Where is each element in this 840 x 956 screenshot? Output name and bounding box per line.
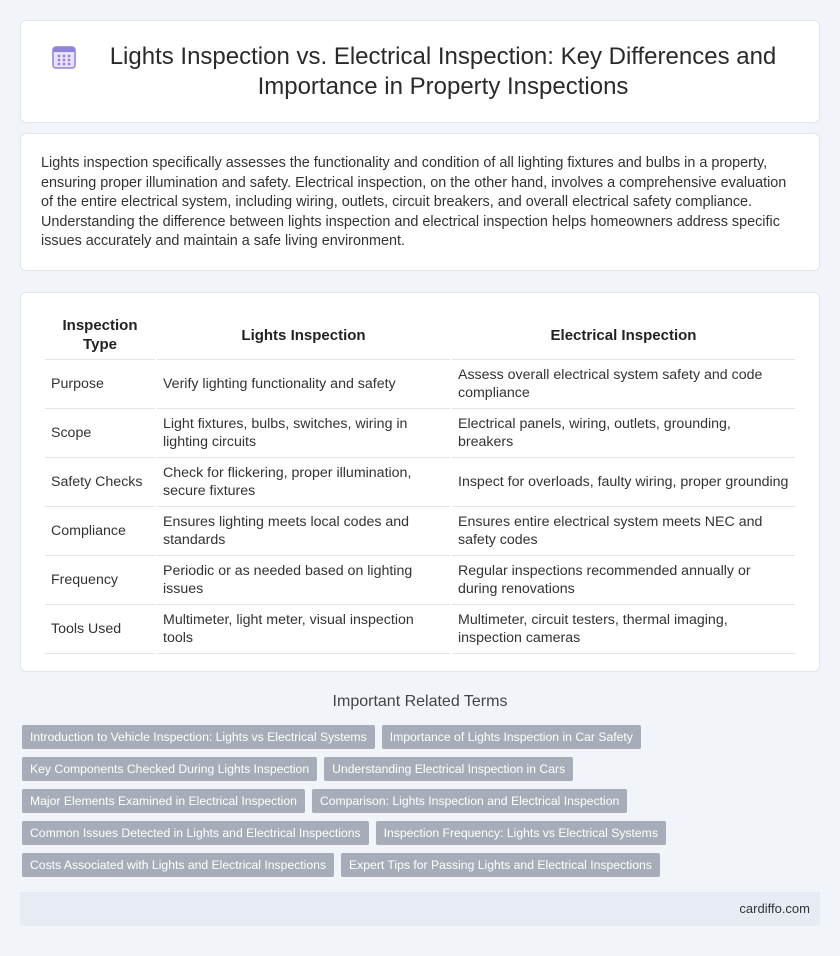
header-inspection-type: Inspection Type <box>45 311 155 360</box>
lights-cell: Check for flickering, proper illumination, secure fixtures <box>157 458 450 507</box>
related-term-link[interactable]: Costs Associated with Lights and Electrical Inspections <box>22 853 334 877</box>
table-header-row <box>45 311 795 360</box>
table-row <box>45 458 795 507</box>
header-card <box>20 20 820 123</box>
calendar-grid-icon <box>51 44 77 70</box>
intro-card <box>20 133 820 271</box>
header-electrical-inspection: Electrical Inspection <box>452 311 795 360</box>
electrical-cell: Assess overall electrical system safety and code compliance <box>452 360 795 409</box>
footer <box>20 892 820 926</box>
related-term-link[interactable]: Expert Tips for Passing Lights and Electrical Inspections <box>341 853 660 877</box>
electrical-cell: Multimeter, circuit testers, thermal imaging, inspection cameras <box>452 605 795 654</box>
tag-row <box>22 789 812 813</box>
electrical-cell: Inspect for overloads, faulty wiring, proper grounding <box>452 458 795 507</box>
electrical-cell: Electrical panels, wiring, outlets, grounding, breakers <box>452 409 795 458</box>
table-row <box>45 507 795 556</box>
row-label: Safety Checks <box>45 458 155 507</box>
tag-row <box>22 853 812 877</box>
lights-cell: Verify lighting functionality and safety <box>157 360 450 409</box>
table-row <box>45 360 795 409</box>
row-label: Frequency <box>45 556 155 605</box>
electrical-cell: Regular inspections recommended annually or during renovations <box>452 556 795 605</box>
related-terms-tags <box>22 725 812 885</box>
related-term-link[interactable]: Key Components Checked During Lights Inspection <box>22 757 317 781</box>
related-terms-title: Important Related Terms <box>332 693 508 710</box>
row-label: Compliance <box>45 507 155 556</box>
lights-cell: Ensures lighting meets local codes and standards <box>157 507 450 556</box>
table-row <box>45 556 795 605</box>
header-lights-inspection: Lights Inspection <box>157 311 450 360</box>
intro-paragraph: Lights inspection specifically assesses the functionality and condition of all lighting fixtures and bulbs in a property, ensuring proper illumination and safety. Electrical inspection, on the other hand, involves a comprehensive evaluation of the entire electrical system, including wiring, outlets, circuit breakers, and overall electrical safety compliance. Understanding the difference between lights inspection and electrical inspection helps homeowners address specific issues accurately and maintain a safe living environment. <box>41 155 787 250</box>
table-row <box>45 409 795 458</box>
related-term-link[interactable]: Major Elements Examined in Electrical Inspection <box>22 789 305 813</box>
related-term-link[interactable]: Comparison: Lights Inspection and Electrical Inspection <box>312 789 627 813</box>
tag-row <box>22 725 812 749</box>
footer-site-link[interactable]: cardiffo.com <box>739 901 810 916</box>
table-row <box>45 605 795 654</box>
title-wrap <box>21 21 819 122</box>
related-term-link[interactable]: Inspection Frequency: Lights vs Electrical Systems <box>376 821 666 845</box>
related-term-link[interactable]: Importance of Lights Inspection in Car Safety <box>382 725 641 749</box>
tag-row <box>22 757 812 781</box>
lights-cell: Multimeter, light meter, visual inspection tools <box>157 605 450 654</box>
related-term-link[interactable]: Common Issues Detected in Lights and Electrical Inspections <box>22 821 369 845</box>
comparison-table <box>43 311 797 654</box>
tag-row <box>22 821 812 845</box>
lights-cell: Light fixtures, bulbs, switches, wiring in lighting circuits <box>157 409 450 458</box>
related-term-link[interactable]: Understanding Electrical Inspection in Cars <box>324 757 573 781</box>
electrical-cell: Ensures entire electrical system meets NEC and safety codes <box>452 507 795 556</box>
row-label: Purpose <box>45 360 155 409</box>
page-title: Lights Inspection vs. Electrical Inspection: Key Differences and Importance in Property Inspections <box>109 42 777 100</box>
comparison-table-card <box>20 292 820 672</box>
lights-cell: Periodic or as needed based on lighting issues <box>157 556 450 605</box>
row-label: Tools Used <box>45 605 155 654</box>
row-label: Scope <box>45 409 155 458</box>
related-term-link[interactable]: Introduction to Vehicle Inspection: Lights vs Electrical Systems <box>22 725 375 749</box>
